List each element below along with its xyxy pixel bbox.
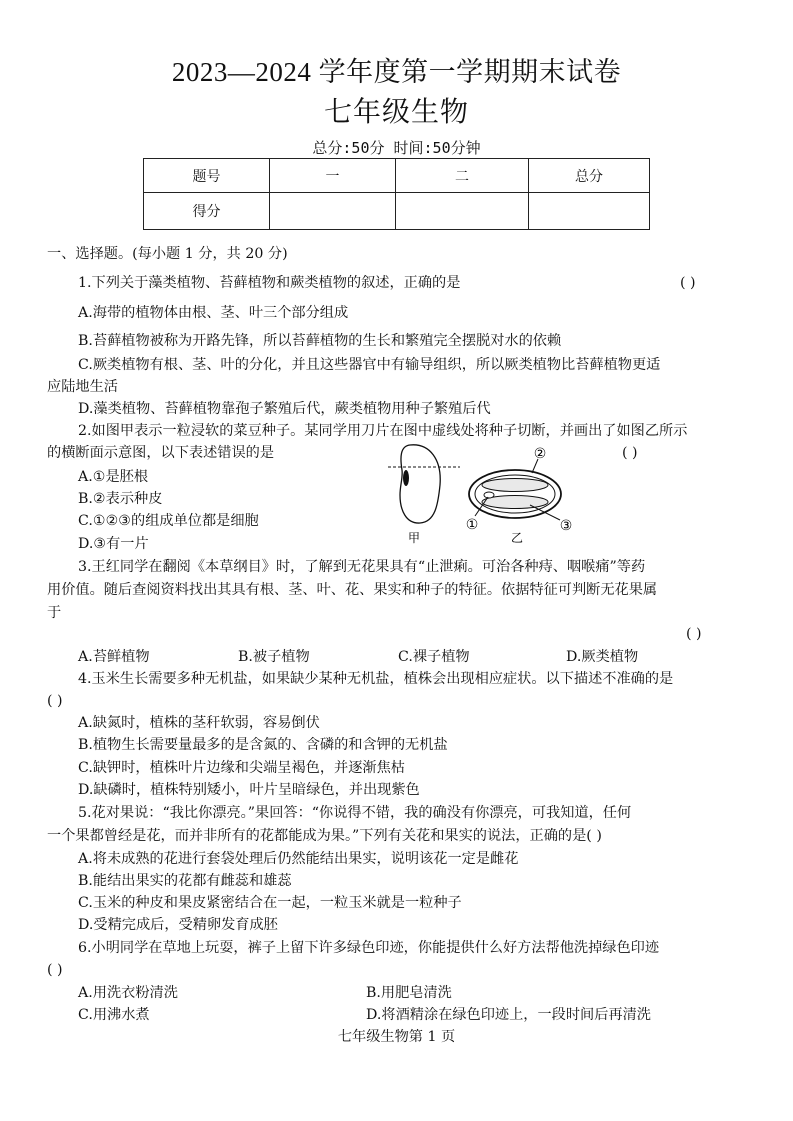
exam-subtitle: 七年级生物: [323, 97, 469, 128]
question-4-option-d: D.缺磷时，植株特别矮小，叶片呈暗绿色，并出现紫色: [78, 782, 420, 798]
question-2-option-d: D.③有一片: [78, 536, 149, 552]
question-1-option-c-cont: 应陆地生活: [47, 379, 118, 395]
figure-label-2: ②: [533, 446, 547, 462]
question-5-stem-cont: 一个果都曾经是花，而并非所有的花都能成为果。”下列有关花和果实的说法，正确的是( ): [47, 828, 602, 844]
question-6-option-c: C.用沸水煮: [78, 1007, 150, 1023]
question-4-stem: 4.玉米生长需要多种无机盐，如果缺少某种无机盐，植株会出现相应症状。以下描述不准确的是: [78, 671, 674, 687]
seed-figure: [380, 440, 600, 550]
question-6-option-a: A.用洗衣粉清洗: [78, 985, 178, 1001]
seed-yi-drawing: [469, 459, 561, 520]
figure-label-jia: 甲: [407, 531, 421, 545]
score-row-label: 得分: [144, 193, 270, 230]
question-6-stem: 6.小明同学在草地上玩耍，裤子上留下许多绿色印迹，你能提供什么好方法帮他洗掉绿色印迹: [78, 940, 660, 956]
question-3-blank: ( ): [686, 626, 702, 642]
question-1-option-a: A.海带的植物体由根、茎、叶三个部分组成: [78, 305, 349, 321]
question-1-stem: 1.下列关于藻类植物、苔藓植物和蕨类植物的叙述，正确的是: [78, 275, 461, 291]
question-2-stem-cont: 的横断面示意图，以下表述错误的是: [47, 445, 275, 461]
question-5-option-d: D.受精完成后，受精卵发育成胚: [78, 917, 278, 933]
question-4-blank: ( ): [47, 693, 63, 709]
exam-title: 2023—2024 学年度第一学期期末试卷: [171, 57, 622, 87]
question-1-blank: ( ): [680, 275, 696, 291]
question-6-blank: ( ): [47, 962, 63, 978]
score-cell[interactable]: [270, 193, 396, 230]
question-5-stem: 5.花对果说：“我比你漂亮。”果回答：“你说得不错，我的确没有你漂亮，可我知道，任何: [78, 805, 632, 821]
question-4-option-c: C.缺钾时，植株叶片边缘和尖端呈褐色，并逐渐焦枯: [78, 760, 405, 776]
figure-label-3: ③: [559, 518, 573, 534]
question-6-option-d: D.将酒精涂在绿色印迹上，一段时间后再清洗: [366, 1007, 651, 1023]
question-1-option-b: B.苔藓植物被称为开路先锋，所以苔藓植物的生长和繁殖完全摆脱对水的依赖: [78, 333, 562, 349]
question-3-stem: 3.王红同学在翻阅《本草纲目》时，了解到无花果具有“止泄痢。可治各种痔、咽喉痛”等药: [78, 559, 646, 575]
question-5-option-a: A.将未成熟的花进行套袋处理后仍然能结出果实，说明该花一定是雌花: [78, 851, 519, 867]
score-cell[interactable]: [396, 193, 529, 230]
score-table-header: 题号: [144, 159, 270, 193]
question-2-option-a: A.①是胚根: [78, 469, 149, 485]
question-2-stem: 2.如图甲表示一粒浸软的菜豆种子。某同学用刀片在图中虚线处将种子切断，并画出了如图乙所示: [78, 423, 688, 439]
question-3-option-d: D.厥类植物: [566, 649, 639, 665]
question-1-option-d: D.藻类植物、苔藓植物靠孢子繁殖后代，蕨类植物用种子繁殖后代: [78, 401, 491, 417]
score-cell[interactable]: [529, 193, 650, 230]
question-3-option-b: B.被子植物: [238, 649, 310, 665]
question-3-option-a: A.苔鲜植物: [78, 649, 150, 665]
figure-label-1: ①: [465, 517, 479, 533]
question-2-blank: ( ): [622, 445, 638, 461]
question-4-option-a: A.缺氮时，植株的茎秆软弱，容易倒伏: [78, 715, 320, 731]
question-5-option-c: C.玉米的种皮和果皮紧密结合在一起，一粒玉米就是一粒种子: [78, 895, 462, 911]
score-table-header: 一: [270, 159, 396, 193]
question-4-option-b: B.植物生长需要量最多的是含氮的、含磷的和含钾的无机盐: [78, 737, 448, 753]
question-2-option-b: B.②表示种皮: [78, 491, 163, 507]
figure-label-yi: 乙: [510, 531, 524, 545]
question-6-option-b: B.用肥皂清洗: [366, 985, 452, 1001]
exam-meta: 总分:50分 时间:50分钟: [312, 139, 481, 157]
question-3-stem-cont2: 于: [47, 605, 62, 621]
seed-jia-drawing: [388, 445, 460, 523]
question-5-option-b: B.能结出果实的花都有雌蕊和雄蕊: [78, 873, 292, 889]
section-heading: 一、选择题。(每小题 1 分，共 20 分): [47, 246, 288, 262]
score-table-header: 二: [396, 159, 529, 193]
question-2-option-c: C.①②③的组成单位都是细胞: [78, 513, 259, 529]
score-table: [143, 158, 650, 230]
question-1-option-c: C.厥类植物有根、茎、叶的分化，并且这些器官中有输导组织，所以厥类植物比苔藓植物更适: [78, 357, 661, 373]
page-footer: 七年级生物第 1 页: [337, 1029, 456, 1045]
question-3-option-c: C.裸子植物: [398, 649, 470, 665]
score-table-header: 总分: [529, 159, 650, 193]
question-3-stem-cont: 用价值。随后查阅资料找出其具有根、茎、叶、花、果实和种子的特征。依据特征可判断无花果属: [47, 582, 658, 598]
